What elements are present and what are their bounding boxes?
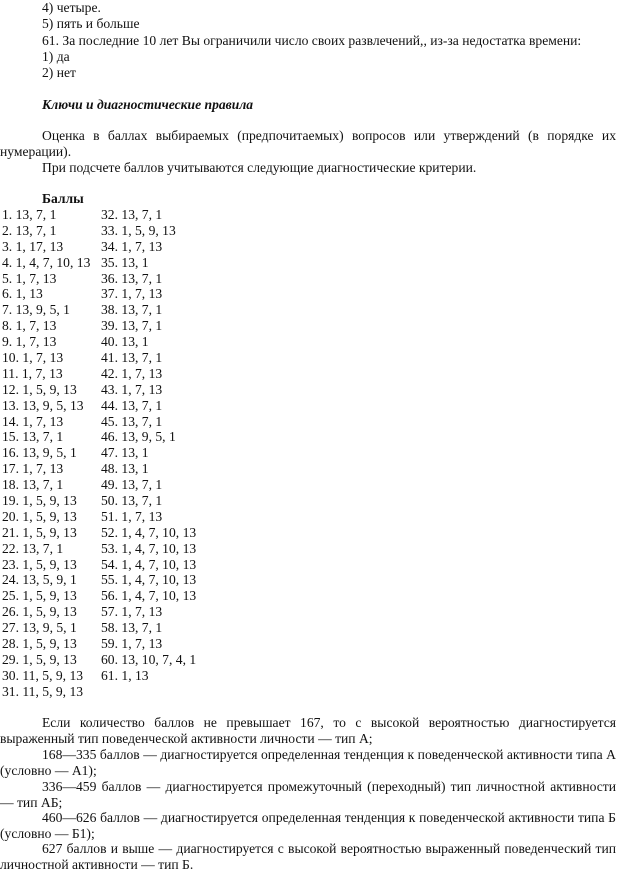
score-row: 15. 13, 7, 1 [2, 429, 64, 445]
rule-type-a: Если количество баллов не превышает 167, то с высокой вероятностью диагностируется выраженный тип поведенческой активности личности — тип А; [0, 715, 616, 746]
score-row: 29. 1, 5, 9, 13 [2, 651, 77, 667]
score-row: 25. 1, 5, 9, 13 [2, 588, 77, 604]
score-row: 10. 1, 7, 13 [2, 350, 64, 366]
rule-type-b1: 460—626 баллов — диагностируется определенная тенденция к поведенческой активности типа Б (условно — Б1); [0, 810, 616, 841]
score-row: 50. 13, 7, 1 [101, 493, 163, 509]
score-row: 45. 13, 7, 1 [101, 413, 163, 429]
score-row: 31. 11, 5, 9, 13 [2, 683, 84, 699]
rule-type-a1: 168—335 баллов — диагностируется определенная тенденция к поведенческой активности типа А (условно — А1); [0, 747, 616, 778]
score-row: 17. 1, 7, 13 [2, 461, 64, 477]
score-row: 51. 1, 7, 13 [101, 508, 163, 524]
score-row: 18. 13, 7, 1 [2, 477, 64, 493]
intro-paragraph: Оценка в баллах выбираемых (предпочитаемых) вопросов или утверждений (в порядке их нумерации). [0, 128, 616, 159]
score-row: 28. 1, 5, 9, 13 [2, 636, 77, 652]
score-row: 59. 1, 7, 13 [101, 636, 163, 652]
answer-no: 2) нет [42, 65, 76, 80]
score-row: 27. 13, 9, 5, 1 [2, 620, 77, 636]
score-row: 19. 1, 5, 9, 13 [2, 493, 77, 509]
score-row: 21. 1, 5, 9, 13 [2, 524, 77, 540]
score-row: 7. 13, 9, 5, 1 [2, 302, 70, 318]
rule-type-b: 627 баллов и выше — диагностируется с высокой вероятностью выраженный поведенческий тип личностной активности — тип Б. [0, 841, 616, 872]
score-row: 11. 1, 7, 13 [2, 365, 63, 381]
score-row: 55. 1, 4, 7, 10, 13 [101, 572, 197, 588]
scores-column-1 [2, 207, 90, 700]
score-row: 4. 1, 4, 7, 10, 13 [2, 254, 91, 270]
option-four: 4) четыре. [42, 0, 101, 15]
score-row: 43. 1, 7, 13 [101, 381, 163, 397]
score-row: 12. 1, 5, 9, 13 [2, 381, 77, 397]
score-row: 5. 1, 7, 13 [2, 270, 57, 286]
score-row: 16. 13, 9, 5, 1 [2, 445, 77, 461]
score-row: 22. 13, 7, 1 [2, 540, 64, 556]
score-row: 14. 1, 7, 13 [2, 413, 64, 429]
score-row: 36. 13, 7, 1 [101, 270, 163, 286]
score-row: 1. 13, 7, 1 [2, 207, 57, 222]
score-row: 26. 1, 5, 9, 13 [2, 604, 77, 620]
score-row: 30. 11, 5, 9, 13 [2, 667, 84, 683]
score-row: 20. 1, 5, 9, 13 [2, 508, 77, 524]
score-row: 32. 13, 7, 1 [101, 207, 163, 222]
score-row: 41. 13, 7, 1 [101, 350, 163, 366]
score-row: 13. 13, 9, 5, 13 [2, 397, 84, 413]
score-row: 44. 13, 7, 1 [101, 397, 163, 413]
option-five: 5) пять и больше [42, 16, 140, 31]
score-row: 58. 13, 7, 1 [101, 620, 163, 636]
score-row: 34. 1, 7, 13 [101, 238, 163, 254]
score-row: 61. 1, 13 [101, 667, 149, 683]
question-61: 61. За последние 10 лет Вы ограничили число своих развлечений,, из-за недостатка времени: [42, 33, 582, 48]
score-row: 54. 1, 4, 7, 10, 13 [101, 556, 197, 572]
score-row: 37. 1, 7, 13 [101, 286, 163, 302]
score-row: 56. 1, 4, 7, 10, 13 [101, 588, 197, 604]
rule-type-ab: 336—459 баллов — диагностируется промежуточный (переходный) тип личностной активности — тип АБ; [0, 779, 616, 810]
score-row: 46. 13, 9, 5, 1 [101, 429, 176, 445]
score-row: 60. 13, 10, 7, 4, 1 [101, 651, 197, 667]
score-row: 48. 13, 1 [101, 461, 149, 477]
score-row: 53. 1, 4, 7, 10, 13 [101, 540, 197, 556]
score-row: 52. 1, 4, 7, 10, 13 [101, 524, 197, 540]
scores-heading: Баллы [42, 191, 84, 206]
score-row: 35. 13, 1 [101, 254, 149, 270]
score-row: 39. 13, 7, 1 [101, 318, 163, 334]
score-row: 57. 1, 7, 13 [101, 604, 163, 620]
score-row: 8. 1, 7, 13 [2, 318, 57, 334]
score-row: 33. 1, 5, 9, 13 [101, 222, 176, 238]
score-row: 3. 1, 17, 13 [2, 238, 64, 254]
score-row: 24. 13, 5, 9, 1 [2, 572, 77, 588]
answer-yes: 1) да [42, 49, 70, 64]
score-row: 2. 13, 7, 1 [2, 222, 57, 238]
score-row: 40. 13, 1 [101, 334, 149, 350]
scores-column-2 [101, 207, 196, 684]
score-row: 49. 13, 7, 1 [101, 477, 163, 493]
score-row: 42. 1, 7, 13 [101, 365, 163, 381]
score-row: 38. 13, 7, 1 [101, 302, 163, 318]
score-row: 6. 1, 13 [2, 286, 43, 302]
score-row: 47. 13, 1 [101, 445, 149, 461]
score-row: 23. 1, 5, 9, 13 [2, 556, 77, 572]
score-row: 9. 1, 7, 13 [2, 334, 57, 350]
criteria-line: При подсчете баллов учитываются следующие диагностические критерии. [42, 160, 477, 175]
keys-heading: Ключи и диагностические правила [42, 97, 254, 112]
